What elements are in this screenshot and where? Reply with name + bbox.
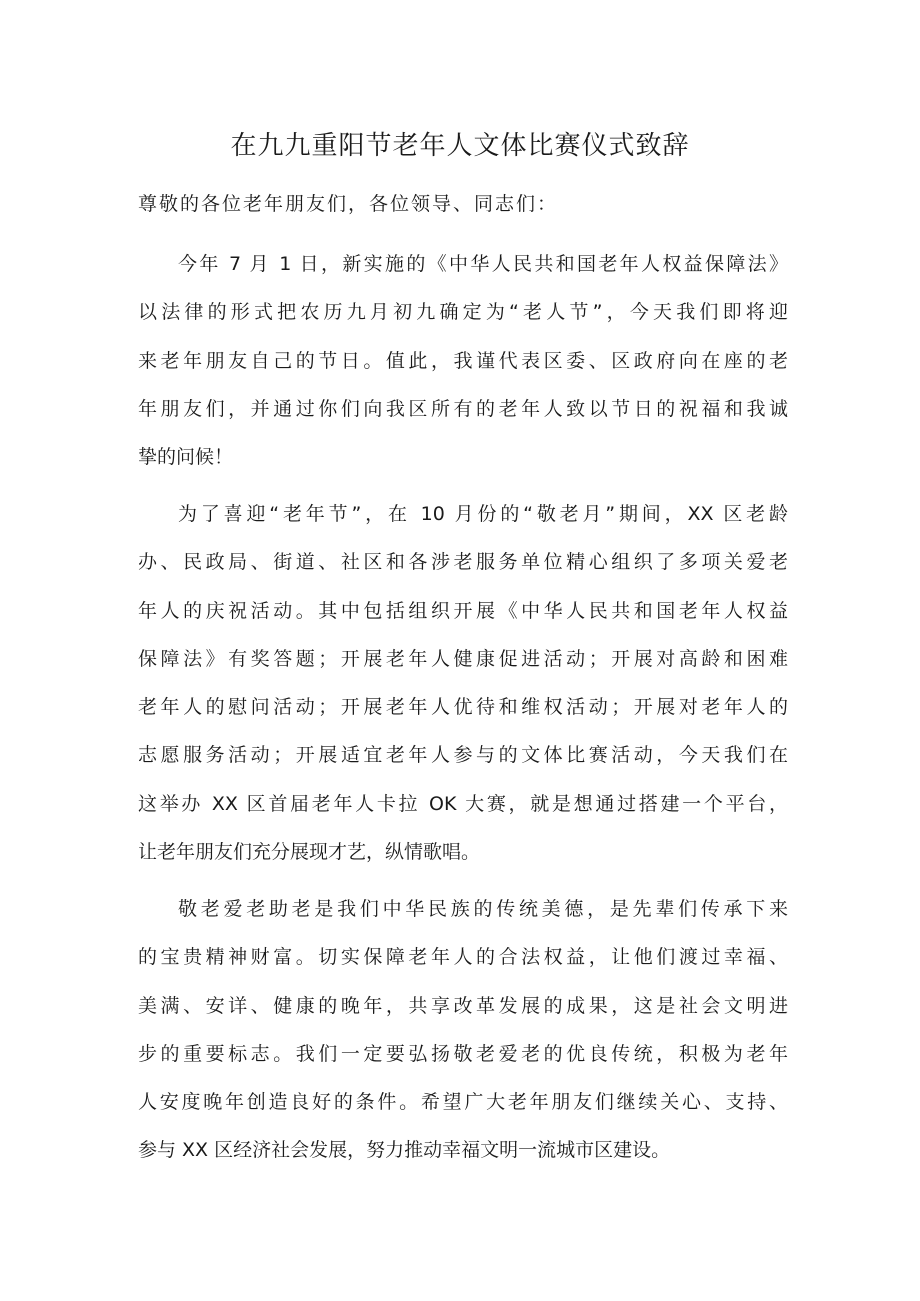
paragraph-line: 以法律的形式把农历九月初九确定为“老人节”，今天我们即将迎 xyxy=(138,301,788,324)
paragraph-line: 办、民政局、街道、社区和各涉老服务单位精心组织了多项关爱老 xyxy=(138,551,788,574)
document-title: 在九九重阳节老年人文体比赛仪式致辞 xyxy=(230,131,690,161)
paragraph-line: 美满、安详、健康的晚年，共享改革发展的成果，这是社会文明进 xyxy=(138,994,788,1017)
paragraph-line: 来老年朋友自己的节日。值此，我谨代表区委、区政府向在座的老 xyxy=(138,349,788,372)
paragraph-line: 挚的问候！ xyxy=(138,446,234,469)
paragraph-line: 年人的庆祝活动。其中包括组织开展《中华人民共和国老年人权益 xyxy=(138,599,788,622)
paragraph-line: 敬老爱老助老是我们中华民族的传统美德，是先辈们传承下来 xyxy=(178,898,788,920)
paragraph-line: 志愿服务活动；开展适宜老年人参与的文体比赛活动，今天我们在 xyxy=(138,744,788,767)
paragraph-line: 步的重要标志。我们一定要弘扬敬老爱老的优良传统，积极为老年 xyxy=(138,1042,788,1065)
paragraph-line: 参与 XX 区经济社会发展，努力推动幸福文明一流城市区建设。 xyxy=(138,1139,671,1162)
paragraph-line: 人安度晚年创造良好的条件。希望广大老年朋友们继续关心、支持、 xyxy=(138,1091,788,1114)
paragraph-2 xyxy=(138,490,788,876)
salutation: 尊敬的各位老年朋友们，各位领导、同志们： xyxy=(138,193,559,215)
paragraph-line: 的宝贵精神财富。切实保障老年人的合法权益，让他们渡过幸福、 xyxy=(138,946,788,969)
paragraph-line: 保障法》有奖答题；开展老年人健康促进活动；开展对高龄和困难 xyxy=(138,647,788,670)
paragraph-line: 老年人的慰问活动；开展老年人优待和维权活动；开展对老年人的 xyxy=(138,696,788,719)
paragraph-line: 为了喜迎“老年节”，在 10 月份的“敬老月”期间，XX 区老龄 xyxy=(178,503,788,525)
paragraph-line: 这举办 XX 区首届老年人卡拉 OK 大赛，就是想通过搭建一个平台， xyxy=(138,792,788,815)
paragraph-1 xyxy=(138,240,788,481)
paragraph-line: 年朋友们，并通过你们向我区所有的老年人致以节日的祝福和我诚 xyxy=(138,397,788,420)
paragraph-line: 今年 7 月 1 日，新实施的《中华人民共和国老年人权益保障法》 xyxy=(178,253,788,275)
paragraph-line: 让老年朋友们充分展现才艺，纵情歌唱。 xyxy=(138,841,481,864)
paragraph-3 xyxy=(138,885,788,1175)
